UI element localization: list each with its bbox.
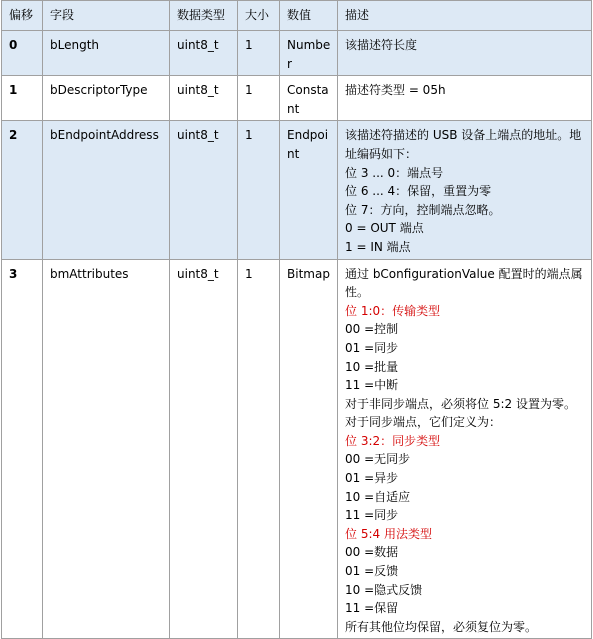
row-value: Bitmap: [280, 259, 338, 639]
description-line: 位 6 ... 4：保留，重置为零: [345, 184, 492, 199]
row-description: [338, 76, 592, 121]
row-data-type: uint8_t: [170, 121, 238, 259]
row-size: 1: [238, 76, 280, 121]
description-line: 对于非同步端点，必须将位 5:2 设置为零。对于同步端点，它们定义为：: [345, 396, 576, 430]
table-row: [2, 121, 592, 259]
table-header-row: [2, 1, 592, 31]
description-line: 11 =中断: [345, 378, 399, 393]
description-line: 该描述符描述的 USB 设备上端点的地址。地址编码如下：: [345, 128, 582, 161]
description-line: 00 =无同步: [345, 452, 411, 467]
row-size: 1: [238, 259, 280, 639]
row-value: Constant: [280, 76, 338, 121]
row-value: Number: [280, 31, 338, 76]
description-line: 01 =同步: [345, 340, 399, 355]
description-line: 位 7：方向，控制端点忽略。: [345, 202, 501, 217]
description-line: 位 3 ... 0：端点号: [345, 165, 444, 180]
description-line: 10 =隐式反馈: [345, 582, 423, 597]
row-offset: 0: [2, 31, 43, 76]
header-data-type: 数据类型: [170, 1, 238, 31]
description-section-heading: 位 5:4 用法类型: [345, 526, 432, 541]
description-line: 描述符类型 = 05h: [345, 83, 446, 98]
row-value: Endpoint: [280, 121, 338, 259]
header-size: 大小: [238, 1, 280, 31]
description-section-heading: 位 1:0：传输类型: [345, 303, 441, 318]
table-row: [2, 31, 592, 76]
table-row: [2, 259, 592, 639]
row-data-type: uint8_t: [170, 31, 238, 76]
header-value: 数值: [280, 1, 338, 31]
header-offset: 偏移: [2, 1, 43, 31]
row-description: [338, 121, 592, 259]
header-field: 字段: [43, 1, 170, 31]
row-offset: 2: [2, 121, 43, 259]
table-row: [2, 76, 592, 121]
description-line: 通过 bConfigurationValue 配置时的端点属性。: [345, 266, 583, 300]
row-field: bLength: [43, 31, 170, 76]
description-line: 00 =控制: [345, 322, 399, 337]
description-line: 01 =反馈: [345, 564, 399, 579]
row-size: 1: [238, 31, 280, 76]
row-field: bmAttributes: [43, 259, 170, 639]
row-description: [338, 31, 592, 76]
description-line: 所有其他位均保留，必须复位为零。: [345, 619, 538, 634]
description-line: 1 = IN 端点: [345, 239, 411, 254]
row-field: bDescriptorType: [43, 76, 170, 121]
description-section-heading: 位 3:2：同步类型: [345, 433, 441, 448]
description-line: 10 =自适应: [345, 489, 411, 504]
row-offset: 1: [2, 76, 43, 121]
row-data-type: uint8_t: [170, 76, 238, 121]
description-line: 该描述符长度: [345, 38, 418, 52]
description-line: 10 =批量: [345, 359, 399, 374]
description-line: 11 =保留: [345, 601, 399, 616]
description-line: 11 =同步: [345, 508, 399, 523]
row-description: [338, 259, 592, 639]
endpoint-descriptor-table: [1, 0, 592, 639]
row-field: bEndpointAddress: [43, 121, 170, 259]
row-data-type: uint8_t: [170, 259, 238, 639]
description-line: 0 = OUT 端点: [345, 221, 424, 236]
description-line: 00 =数据: [345, 545, 399, 560]
description-line: 01 =异步: [345, 471, 399, 486]
row-offset: 3: [2, 259, 43, 639]
header-description: 描述: [338, 1, 592, 31]
row-size: 1: [238, 121, 280, 259]
